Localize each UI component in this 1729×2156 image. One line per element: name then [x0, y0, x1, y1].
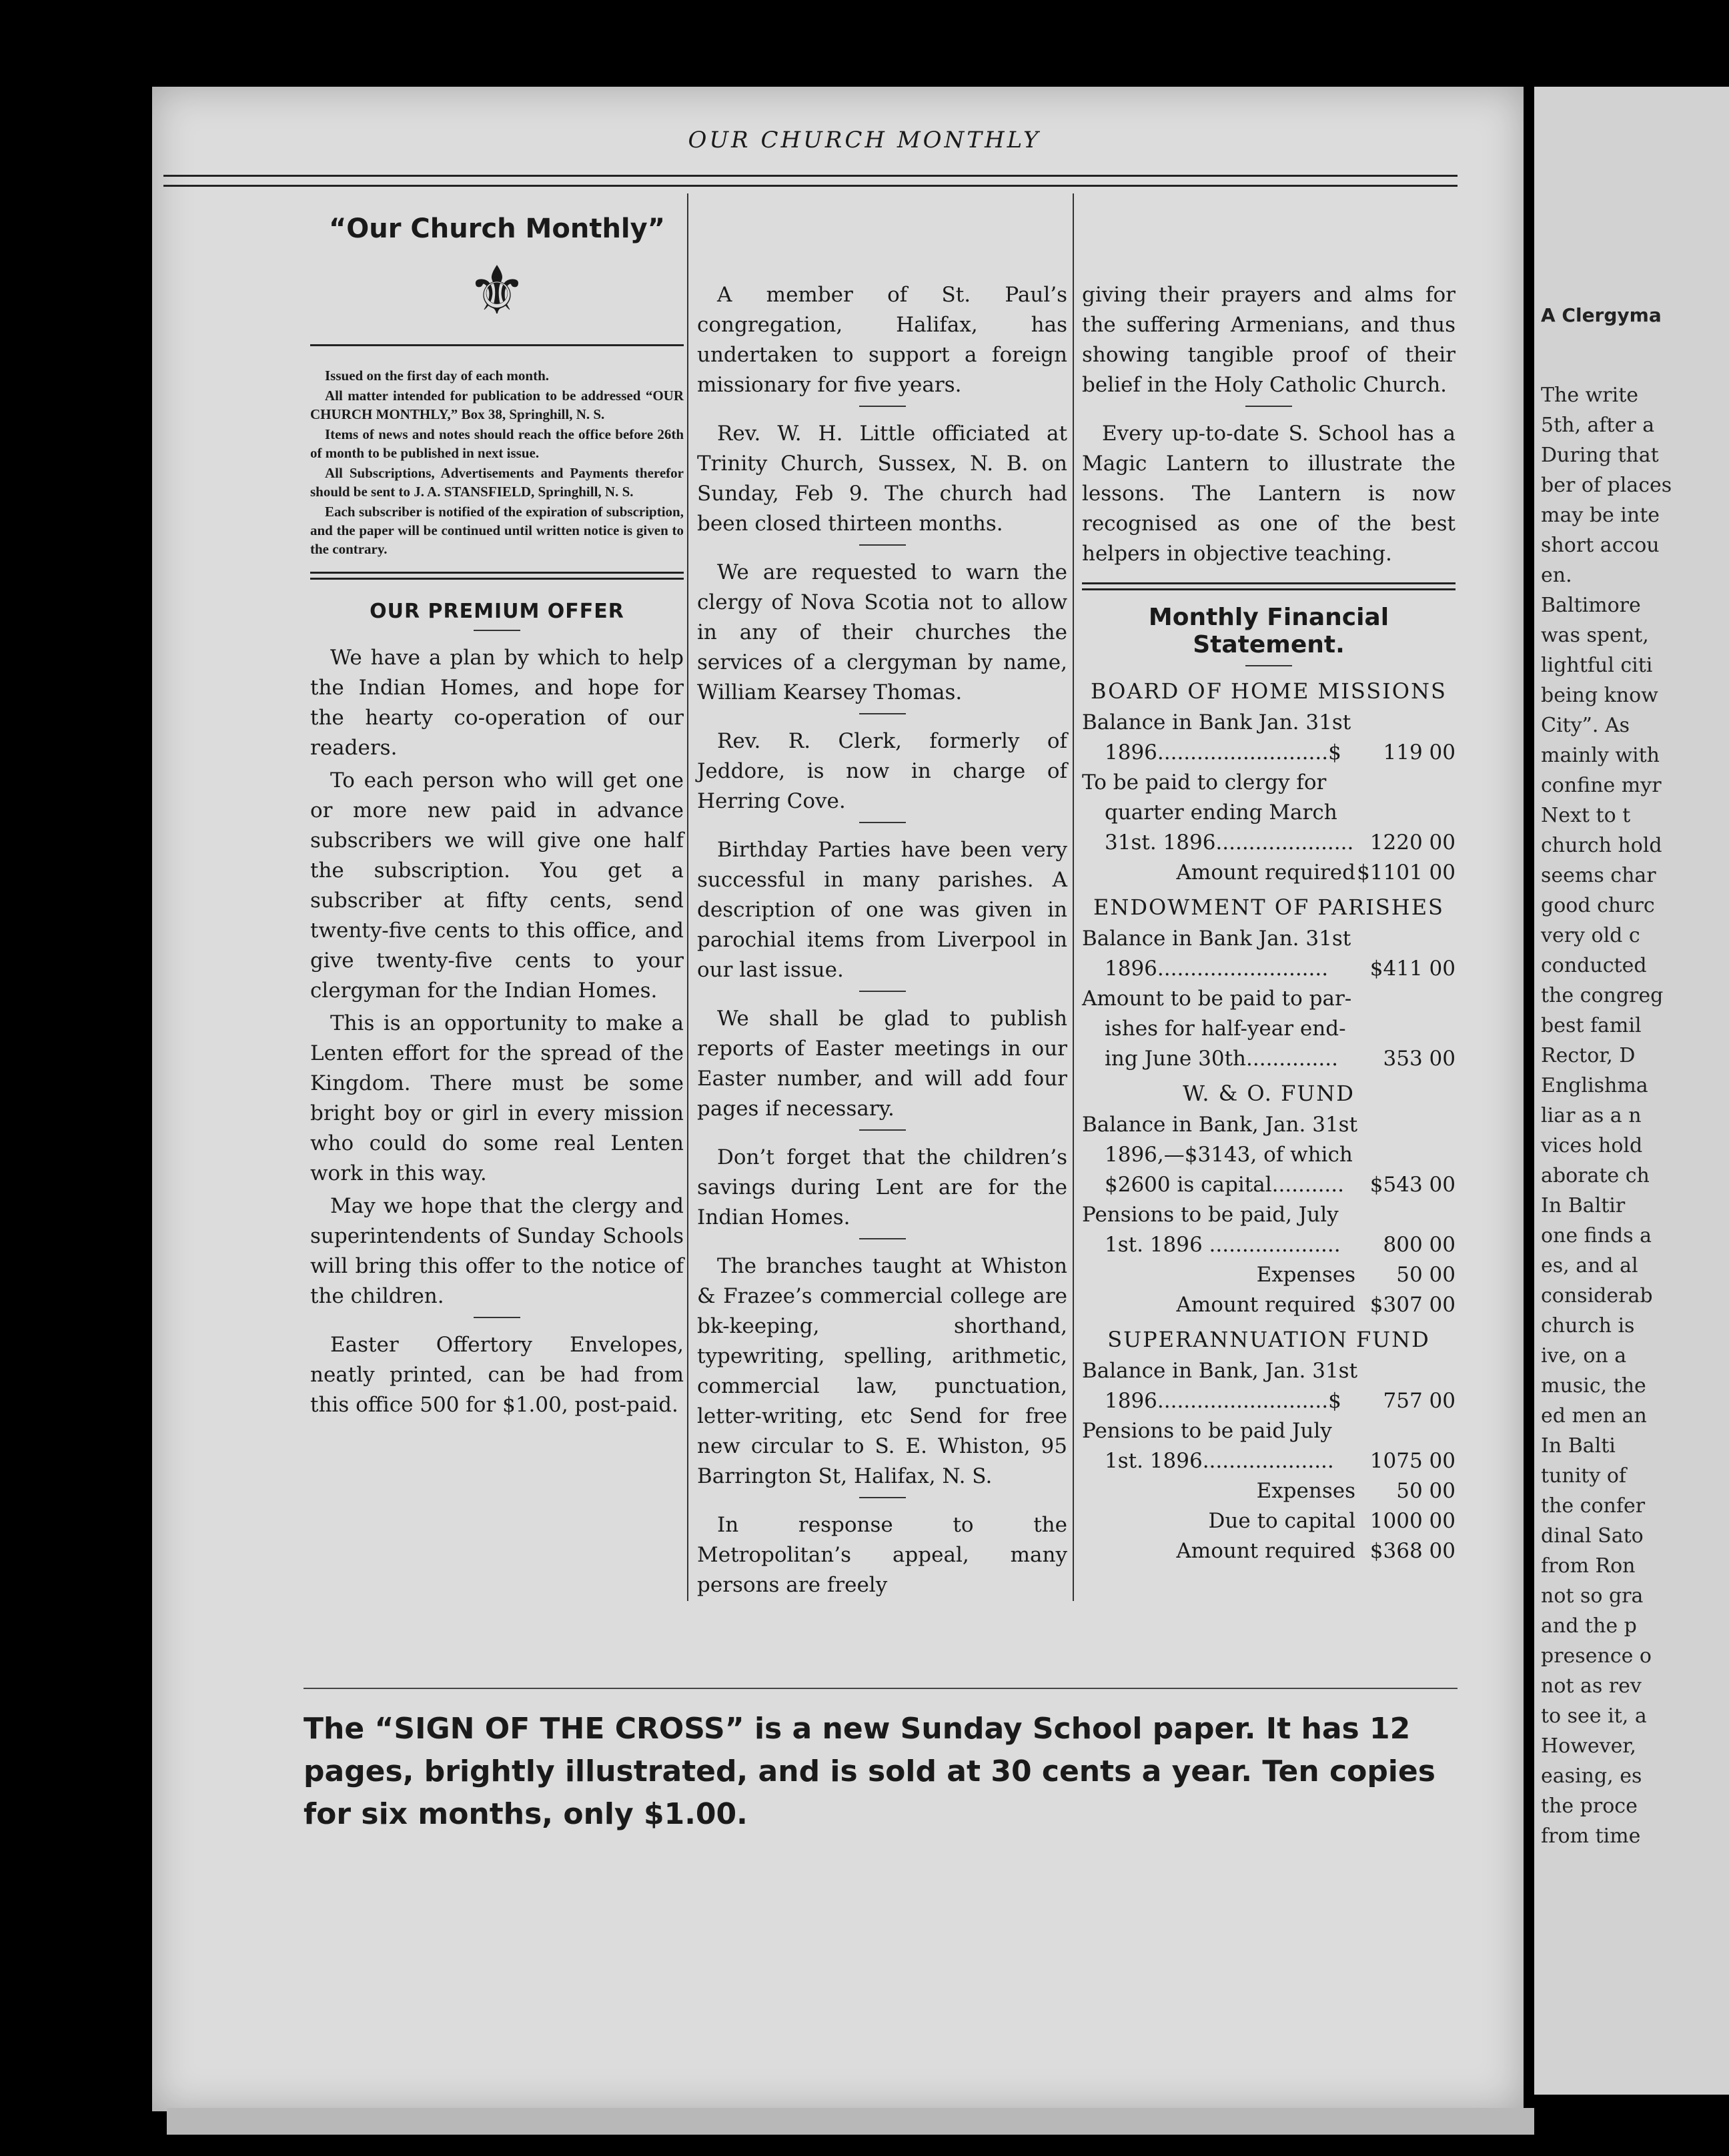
paragraph: May we hope that the clergy and superintendents of Sunday Schools will bring this offer to the notice of the children. [310, 1194, 684, 1308]
premium-offer [310, 643, 684, 1420]
fin-line: Expenses [1256, 1479, 1355, 1503]
fin-line: 1st. 1896.................... [1105, 1449, 1334, 1473]
fin-line: Pensions to be paid July [1082, 1419, 1332, 1443]
masthead: “Our Church Monthly” [328, 213, 665, 244]
fin-line: Balance in Bank Jan. 31st [1082, 927, 1351, 951]
adjacent-page-line: However, [1541, 1734, 1636, 1758]
fin-value: 119 00 [1383, 740, 1456, 764]
fin-line: 1896..........................$ [1105, 740, 1341, 764]
fin-value: $307 00 [1369, 1293, 1456, 1317]
short-rule [859, 1129, 906, 1131]
fin-line: Expenses [1256, 1263, 1355, 1287]
adjacent-page-line: ed men an [1541, 1404, 1647, 1428]
short-rule [859, 991, 906, 992]
fin-line: Due to capital [1208, 1509, 1355, 1533]
fin-value: 1000 00 [1369, 1509, 1456, 1533]
adjacent-page-line: aborate ch [1541, 1164, 1650, 1187]
endowment-title: ENDOWMENT OF PARISHES [1093, 895, 1444, 920]
fin-value: $411 00 [1369, 957, 1456, 981]
adjacent-page-line: the congreg [1541, 984, 1664, 1007]
adjacent-page-line: ive, on a [1541, 1344, 1627, 1368]
fin-line: Amount required [1176, 861, 1355, 885]
news-item: The branches taught at Whiston & Frazee’s commercial college are bk-keeping, shorthand, typewriting, spelling, arithmetic, commercial law, punctuation, letter-writing, etc Send for free new circular to S. E. Whiston, 95 Barrington St, Halifax, N. S. [697, 1254, 1067, 1488]
adjacent-page-line: being know [1541, 684, 1658, 707]
adjacent-page-line: es, and al [1541, 1254, 1638, 1277]
adjacent-page-line: short accou [1541, 534, 1660, 557]
fin-line: 1896.......................... [1105, 957, 1329, 981]
notice: All matter intended for publication to be addressed “OUR CHURCH MONTHLY,” Box 38, Springhill, N. S. [310, 388, 684, 422]
notice: Issued on the first day of each month. [325, 368, 550, 384]
fin-value: $543 00 [1369, 1173, 1456, 1197]
adjacent-page [1534, 87, 1729, 2095]
news-item: We are requested to warn the clergy of Nova Scotia not to allow in any of their churches the services of a clergyman by name, William Kearsey Thomas. [697, 560, 1067, 704]
fin-value: 50 00 [1396, 1263, 1456, 1287]
fin-line: Balance in Bank, Jan. 31st [1082, 1359, 1358, 1383]
fin-value: 800 00 [1383, 1233, 1456, 1257]
fin-line: Amount required [1176, 1293, 1355, 1317]
adjacent-page-line: lightful citi [1541, 654, 1653, 677]
adjacent-page-line: one finds a [1541, 1224, 1652, 1247]
adjacent-page-line: During that [1541, 444, 1659, 467]
adjacent-page-line: mainly with [1541, 744, 1660, 767]
news-item: Birthday Parties have been very successful in many parishes. A description of one was given in parochial items from Liverpool in our last issue. [697, 838, 1067, 982]
fin-line: 1896,—$3143, of which [1105, 1143, 1353, 1167]
fin-line: 1896..........................$ [1105, 1389, 1341, 1413]
short-rule [474, 630, 520, 631]
news-item: Rev. W. H. Little officiated at Trinity Church, Sussex, N. B. on Sunday, Feb 9. The church had been closed thirteen months. [697, 422, 1067, 536]
adjacent-page-line: church hold [1541, 834, 1662, 857]
fin-line: Balance in Bank, Jan. 31st [1082, 1113, 1358, 1137]
publication-notices [310, 366, 684, 558]
adjacent-page-line: Englishma [1541, 1074, 1648, 1097]
adjacent-page-line: seems char [1541, 864, 1656, 887]
adjacent-page-line: to see it, a [1541, 1704, 1647, 1728]
section-rule [1082, 582, 1456, 590]
adjacent-page-line: not so gra [1541, 1584, 1644, 1608]
adjacent-page-line: good churc [1541, 894, 1655, 917]
fin-line: Amount to be paid to par- [1082, 987, 1352, 1011]
adjacent-page-line: music, the [1541, 1374, 1646, 1398]
adjacent-page-line: the proce [1541, 1794, 1638, 1818]
adjacent-page-line: vices hold [1541, 1134, 1643, 1157]
adjacent-page-line: easing, es [1541, 1764, 1642, 1788]
paragraph: To each person who will get one or more new paid in advance subscribers we will give one half the subscription. You get a subscriber at fifty cents, send twenty-five cents to this office, and give twenty-five cents to your clergyman for the Indian Homes. [310, 768, 684, 1003]
financial-title: Monthly Financial Statement. [1148, 604, 1389, 658]
fin-value: $368 00 [1369, 1539, 1456, 1563]
header-rule [163, 175, 1458, 187]
column-rule-1 [687, 193, 688, 1601]
column-3 [1082, 280, 1456, 1566]
adjacent-page-line: The write [1541, 384, 1639, 407]
adjacent-page-line: may be inte [1541, 504, 1660, 527]
adjacent-page-line: from time [1541, 1824, 1641, 1848]
column-1 [310, 193, 684, 1423]
fin-value: 1075 00 [1369, 1449, 1456, 1473]
fin-value: 757 00 [1383, 1389, 1456, 1413]
adjacent-page-line: Next to t [1541, 804, 1631, 827]
adjacent-page-line: and the p [1541, 1614, 1637, 1638]
adjacent-page-line: 5th, after a [1541, 414, 1655, 437]
adjacent-page-line: Rector, D [1541, 1044, 1636, 1067]
short-rule [859, 406, 906, 407]
fin-value: 353 00 [1383, 1047, 1456, 1071]
adjacent-page-line: en. [1541, 564, 1572, 587]
adjacent-page-line: confine myr [1541, 774, 1662, 797]
section-rule [310, 572, 684, 580]
short-rule [859, 822, 906, 823]
fin-line: Pensions to be paid, July [1082, 1203, 1339, 1227]
footer-rule [304, 1688, 1458, 1689]
paragraph: This is an opportunity to make a Lenten effort for the spread of the Kingdom. There must be some bright boy or girl in every mission who could do some real Lenten work in this way. [310, 1011, 684, 1185]
adjacent-page-line: from Ron [1541, 1554, 1636, 1578]
fleur-de-lis-icon: ⚜ [467, 251, 527, 330]
adjacent-page-line: best famil [1541, 1014, 1642, 1037]
adjacent-page-line: conducted [1541, 954, 1647, 977]
adjacent-page-line: A Clergyma [1541, 304, 1662, 326]
adjacent-page-line: very old c [1541, 924, 1640, 947]
armenians-item: giving their prayers and alms for the suffering Armenians, and thus showing tangible proof of their belief in the Holy Catholic Church. [1082, 283, 1456, 397]
news-item: In response to the Metropolitan’s appeal, many persons are freely [697, 1513, 1067, 1597]
adjacent-page-line: church is [1541, 1314, 1635, 1337]
adjacent-page-line: considerab [1541, 1284, 1653, 1307]
running-title: OUR CHURCH MONTHLY [688, 127, 1041, 153]
fin-value: $1101 00 [1357, 861, 1456, 885]
fin-line: ing June 30th.............. [1105, 1047, 1338, 1071]
fin-line: Amount required [1176, 1539, 1355, 1563]
adjacent-page-line: ber of places [1541, 474, 1672, 497]
adjacent-page-line: dinal Sato [1541, 1524, 1644, 1548]
fin-line: To be paid to clergy for [1082, 770, 1327, 794]
adjacent-page-line: not as rev [1541, 1674, 1642, 1698]
news-item: We shall be glad to publish reports of Easter meetings in our Easter number, and will add four pages if necessary. [697, 1007, 1067, 1121]
lantern-item: Every up-to-date S. School has a Magic Lantern to illustrate the lessons. The Lantern is now recognised as one of the best helpers in objective teaching. [1082, 422, 1456, 566]
news-item: A member of St. Paul’s congregation, Halifax, has undertaken to support a foreign missionary for five years. [697, 283, 1067, 397]
short-rule [1245, 665, 1292, 666]
envelopes-notice: Easter Offertory Envelopes, neatly printed, can be had from this office 500 for $1.00, post-paid. [310, 1333, 684, 1417]
fin-line: 31st. 1896..................... [1105, 831, 1354, 855]
notice: Items of news and notes should reach the office before 26th of month to be published in next issue. [310, 426, 684, 461]
fin-value: 50 00 [1396, 1479, 1456, 1503]
short-rule [1245, 406, 1292, 407]
notice: All Subscriptions, Advertisements and Payments therefor should be sent to J. A. STANSFIELD, Springhill, N. S. [310, 465, 684, 500]
adjacent-page-line: In Balti [1541, 1434, 1616, 1458]
adjacent-page-line: Baltimore [1541, 594, 1641, 617]
home-missions-title: BOARD OF HOME MISSIONS [1091, 678, 1447, 704]
short-rule [859, 1497, 906, 1498]
footer-advert: The “SIGN OF THE CROSS” is a new Sunday School paper. It has 12 pages, brightly illustrated, and is sold at 30 cents a year. Ten copies for six months, only $1.00. [304, 1712, 1435, 1831]
short-rule [859, 713, 906, 714]
fin-line: quarter ending March [1105, 800, 1337, 825]
short-rule [859, 1238, 906, 1239]
paragraph: We have a plan by which to help the Indian Homes, and hope for the hearty co-operation of our readers. [310, 646, 684, 760]
notice: Each subscriber is notified of the expiration of subscription, and the paper will be continued until written notice is given to the contrary. [310, 504, 684, 557]
premium-heading: OUR PREMIUM OFFER [370, 600, 624, 623]
adjacent-page-line: City”. As [1541, 714, 1630, 737]
column-2 [697, 280, 1067, 1603]
fin-value: 1220 00 [1369, 831, 1456, 855]
fin-line: ishes for half-year end- [1105, 1017, 1346, 1041]
superannuation-title: SUPERANNUATION FUND [1107, 1327, 1430, 1352]
news-item: Don’t forget that the children’s savings during Lent are for the Indian Homes. [697, 1145, 1067, 1229]
masthead-rule [310, 344, 684, 346]
wo-fund-title: W. & O. FUND [1183, 1081, 1355, 1106]
adjacent-page-line: tunity of [1541, 1464, 1626, 1488]
fin-line: $2600 is capital........... [1105, 1173, 1344, 1197]
news-item: Rev. R. Clerk, formerly of Jeddore, is now in charge of Herring Cove. [697, 729, 1067, 813]
short-rule [474, 1317, 520, 1318]
adjacent-page-line: was spent, [1541, 624, 1649, 647]
short-rule [859, 544, 906, 546]
fin-line: 1st. 1896 .................... [1105, 1233, 1341, 1257]
adjacent-page-line: the confer [1541, 1494, 1646, 1518]
fin-line: Balance in Bank Jan. 31st [1082, 710, 1351, 734]
column-rule-2 [1073, 193, 1074, 1601]
adjacent-page-line: liar as a n [1541, 1104, 1642, 1127]
adjacent-page-line: presence o [1541, 1644, 1652, 1668]
page-edge [167, 2108, 1534, 2135]
adjacent-page-line: In Baltir [1541, 1194, 1626, 1217]
